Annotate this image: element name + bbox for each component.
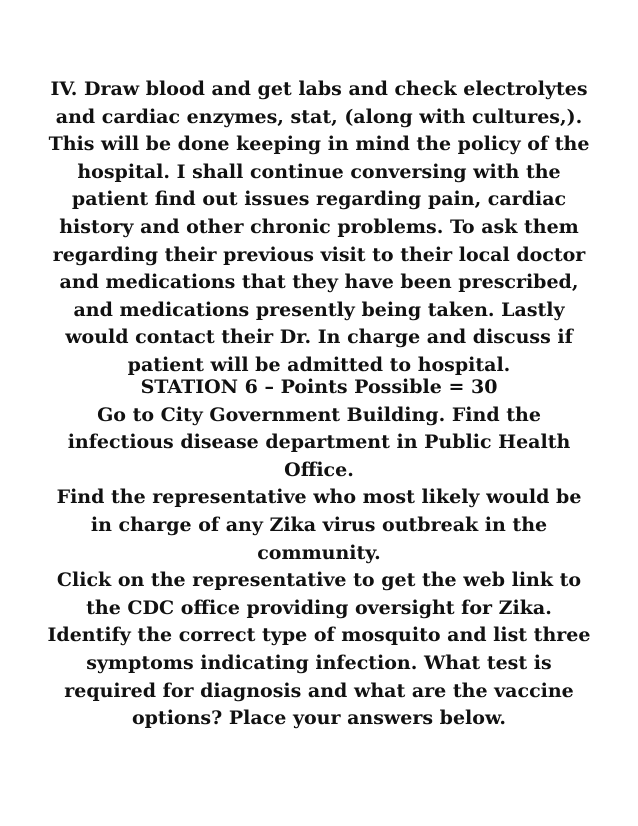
text-line: options? Place your answers below.: [131, 707, 507, 730]
text-line: This will be done keeping in mind the policy of the: [48, 133, 590, 156]
text-line: IV. Draw blood and get labs and check electrolytes: [50, 78, 588, 100]
text-line: and cardiac enzymes, stat, (along with cultures,).: [55, 105, 583, 128]
text-line: and medications that they have been prescribed,: [59, 271, 579, 294]
text-line: patient find out issues regarding pain, cardiac: [71, 188, 567, 211]
text-line: infectious disease department in Public Health: [67, 431, 571, 454]
station-heading: STATION 6 – Points Possible = 30: [140, 376, 498, 398]
text-line: and medications presently being taken. Lastly: [73, 298, 565, 321]
text-line: Office.: [284, 458, 354, 481]
text-line: the CDC office providing oversight for Zika.: [86, 596, 552, 619]
text-line: Click on the representative to get the web link to: [56, 569, 582, 592]
text-line: hospital. I shall continue conversing with the: [77, 160, 561, 183]
text-line: history and other chronic problems. To ask them: [59, 215, 579, 238]
text-line: in charge of any Zika virus outbreak in the: [90, 513, 548, 536]
text-line: patient will be admitted to hospital.: [127, 353, 511, 376]
text-line: required for diagnosis and what are the vaccine: [64, 679, 574, 702]
text-line: Go to City Government Building. Find the: [97, 403, 541, 426]
station-section: [40, 374, 598, 733]
text-line: Find the representative who most likely would be: [56, 486, 582, 509]
intro-paragraph: [40, 76, 598, 380]
text-line: symptoms indicating infection. What test is: [86, 651, 552, 674]
text-line: would contact their Dr. In charge and discuss if: [65, 326, 573, 349]
text-line: community.: [257, 541, 381, 564]
text-line: regarding their previous visit to their local doctor: [52, 243, 586, 266]
text-line: Identify the correct type of mosquito and list three: [47, 624, 591, 647]
